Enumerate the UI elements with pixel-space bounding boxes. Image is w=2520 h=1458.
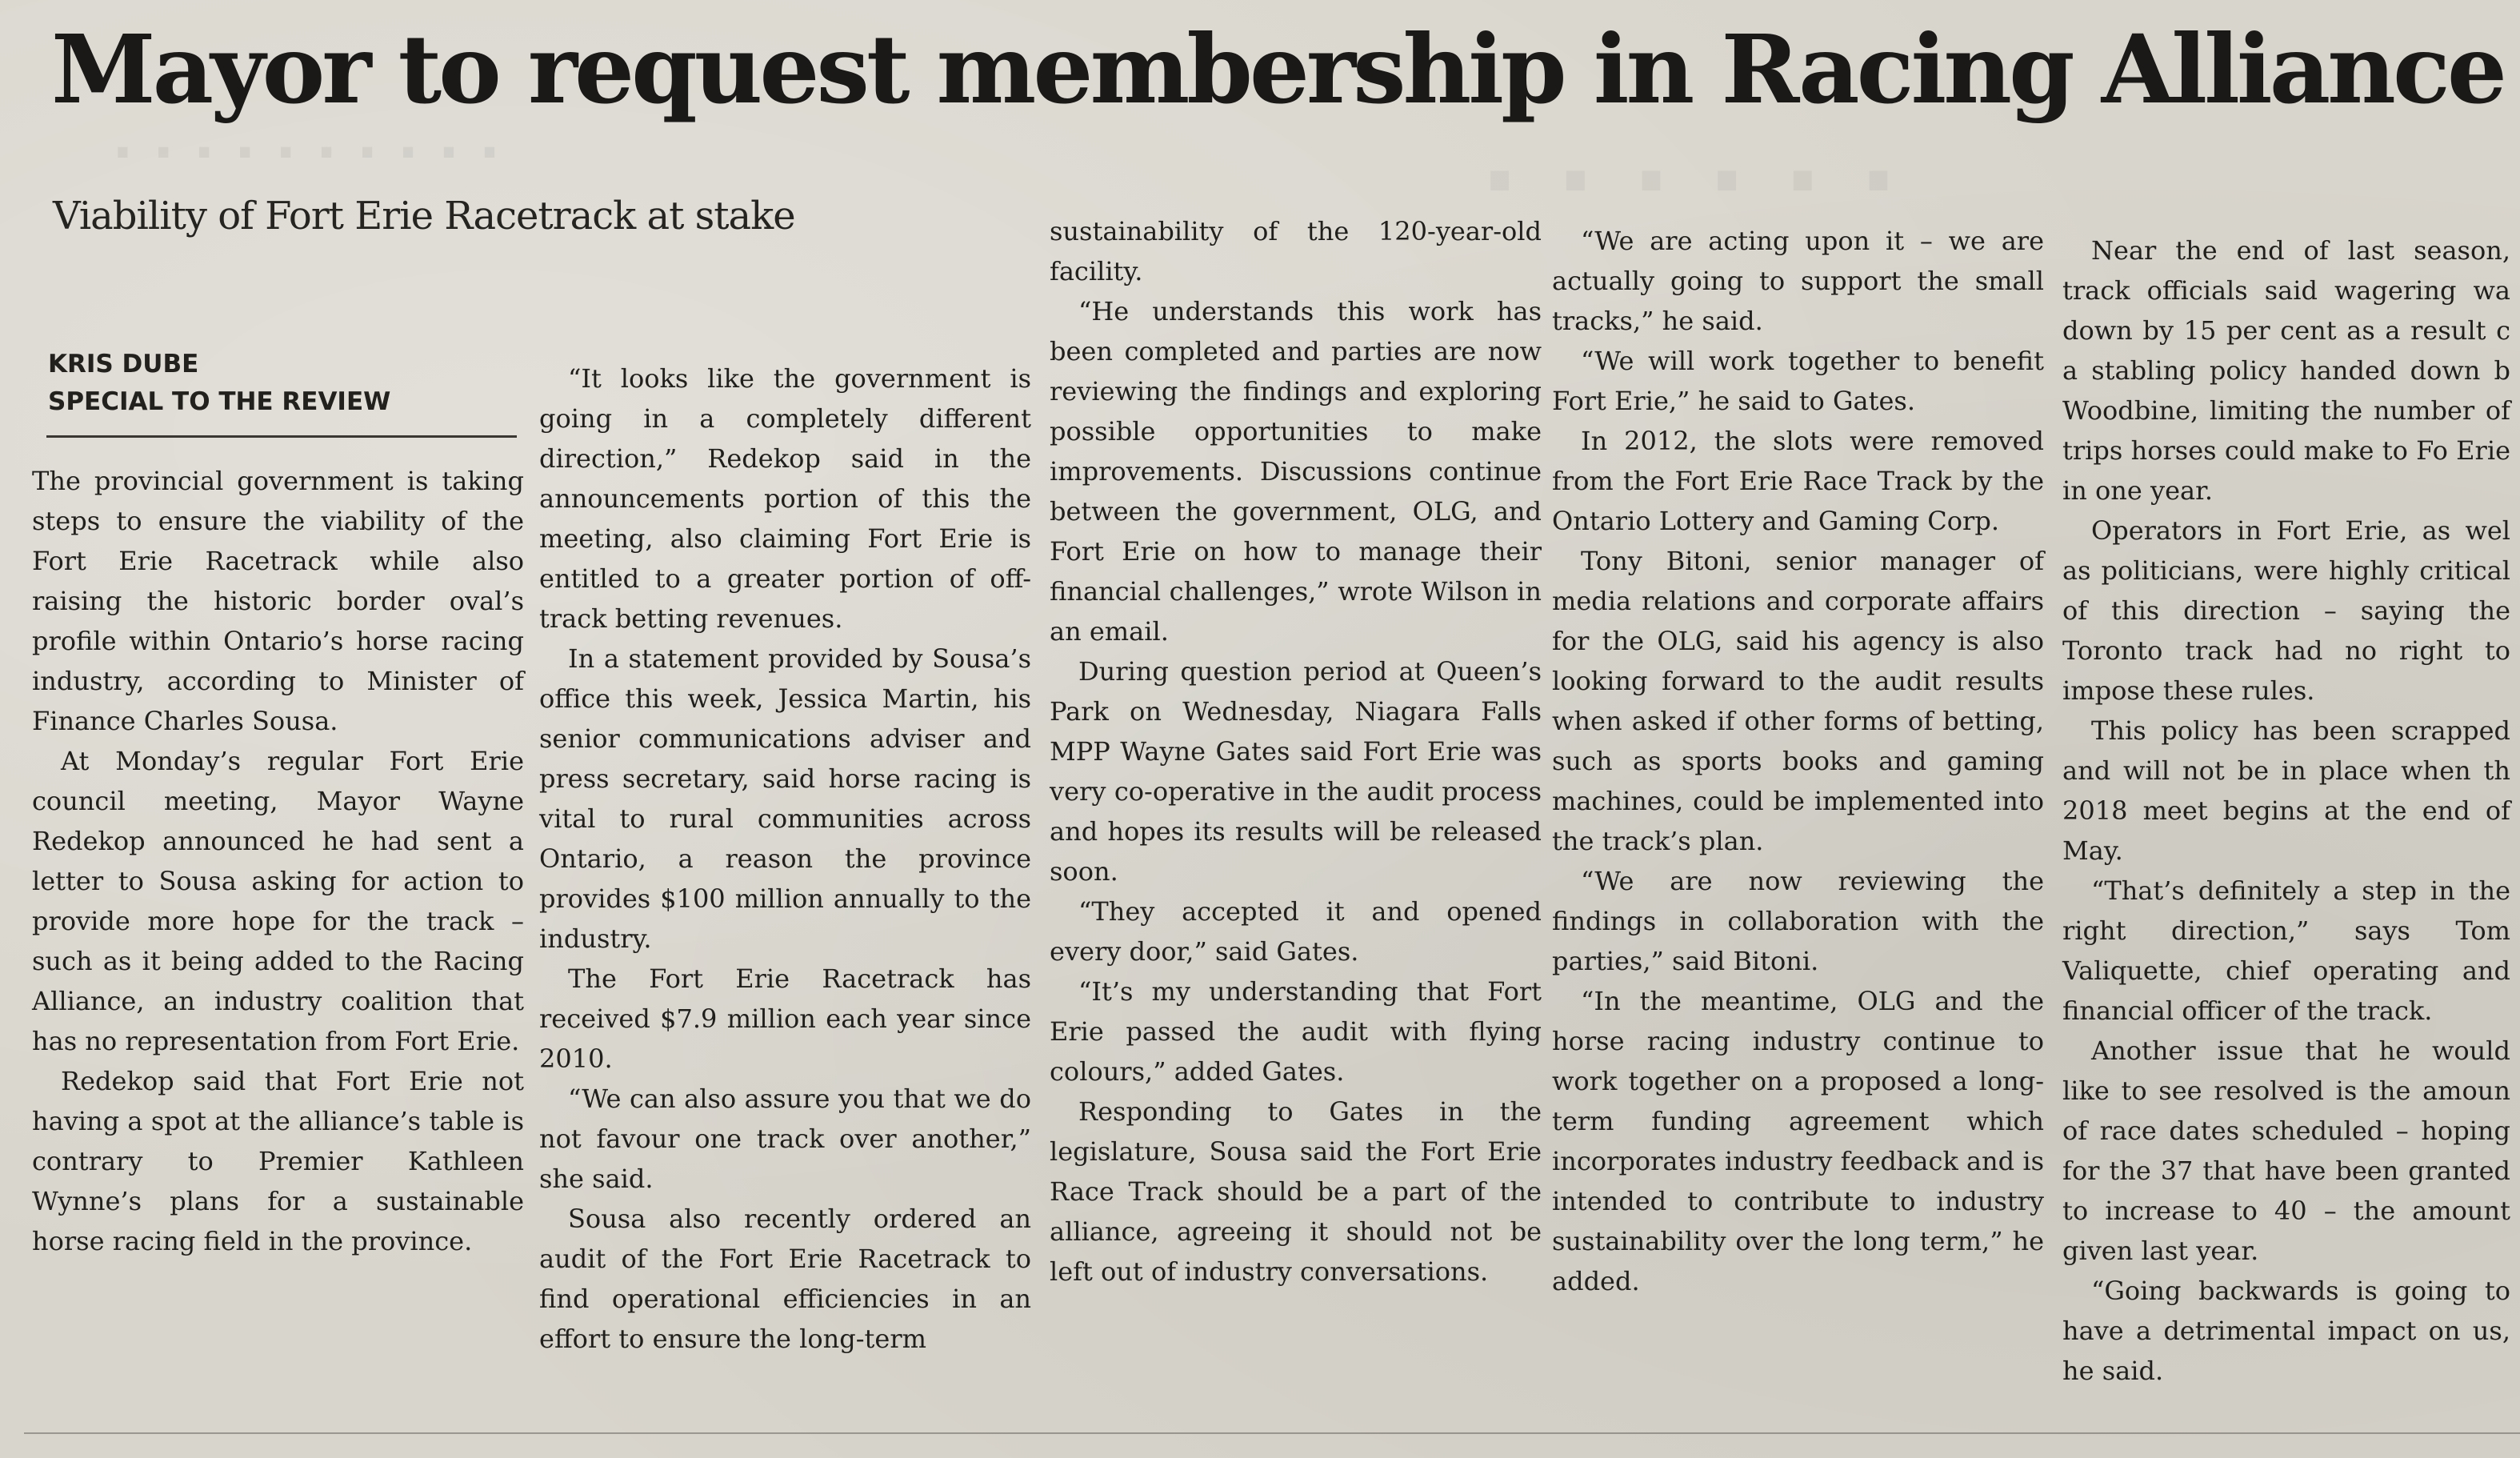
paragraph: “That’s definitely a step in the right direction,” says Tom Valiquette, chief operating and financial officer of the track.	[2062, 875, 2510, 1026]
paragraph: Sousa also recently ordered an audit of the Fort Erie Racetrack to find operational efficiencies in an effort to ensure the long-term	[539, 1204, 1031, 1354]
byline-credit: SPECIAL TO THE REVIEW	[48, 387, 391, 416]
paragraph: “We are now reviewing the findings in collaboration with the parties,” said Bitoni.	[1552, 866, 2044, 976]
paragraph: “It looks like the government is going in a completely different direction,” Redekop said in the announcements portion of this the meeting, also claiming Fort Erie is entitled to a greater portion of off-track betting revenues.	[539, 363, 1031, 634]
byline-author: KRIS DUBE	[48, 350, 199, 379]
article-column-1	[32, 461, 524, 1261]
paragraph: “He understands this work has been completed and parties are now reviewing the findings and exploring possible opportunities to make improvements. Discussions continue between the government, OLG, and Fort Erie on how to manage their financial challenges,” wrote Wilson in an email.	[1050, 296, 1542, 647]
paragraph: Operators in Fort Erie, as wel as politicians, were highly critical of this direction – saying the Toronto track had no right to impose these rules.	[2062, 515, 2510, 706]
paragraph: Redekop said that Fort Erie not having a spot at the alliance’s table is contrary to Premier Kathleen Wynne’s plans for a sustainable horse racing field in the province.	[32, 1066, 524, 1256]
article-column-4	[1552, 221, 2044, 1301]
paragraph: Another issue that he would like to see resolved is the amoun of race dates scheduled – hoping for the 37 that have been granted to increase to 40 – the amount given last year.	[2062, 1035, 2510, 1266]
paragraph: Tony Bitoni, senior manager of media relations and corporate affairs for the OLG, said his agency is also looking forward to the audit results when asked if other forms of betting, such as sports books and gaming machines, could be implemented into the track’s plan.	[1552, 546, 2044, 856]
paragraph: At Monday’s regular Fort Erie council meeting, Mayor Wayne Redekop announced he had sent a letter to Sousa asking for action to provide more hope for the track – such as it being added to the Racing Alliance, an industry coalition that has no representation from Fort Erie.	[32, 746, 524, 1056]
paragraph: The provincial government is taking steps to ensure the viability of the Fort Erie Racetrack while also raising the historic border oval’s profile within Ontario’s horse racing industry, according to Minister of Finance Charles Sousa.	[32, 466, 524, 736]
paragraph: Responding to Gates in the legislature, Sousa said the Fort Erie Race Track should be a part of the alliance, agreeing it should not be left out of industry conversations.	[1050, 1096, 1542, 1287]
bottom-rule	[24, 1432, 2520, 1434]
paragraph: “It’s my understanding that Fort Erie passed the audit with flying colours,” added Gates.	[1050, 976, 1542, 1087]
paragraph: “We are acting upon it – we are actually going to support the small tracks,” he said.	[1552, 226, 2044, 336]
subheadline: Viability of Fort Erie Racetrack at stake	[53, 194, 795, 238]
paragraph: Near the end of last season, track officials said wagering wa down by 15 per cent as a result c a stabling policy handed down b Woodbine, limiting the number of trips horses could make to Fo Erie in one year.	[2062, 235, 2510, 506]
paragraph: sustainability of the 120-year-old facility.	[1050, 216, 1542, 286]
paragraph: This policy has been scrapped and will not be in place when th 2018 meet begins at the end of May.	[2062, 715, 2510, 866]
paragraph: “Going backwards is going to have a detrimental impact on us, he said.	[2062, 1276, 2510, 1386]
paragraph: In 2012, the slots were removed from the Fort Erie Race Track by the Ontario Lottery and Gaming Corp.	[1552, 426, 2044, 536]
byline	[48, 346, 516, 420]
paragraph: “We will work together to benefit Fort Erie,” he said to Gates.	[1552, 346, 2044, 416]
paragraph: “In the meantime, OLG and the horse racing industry continue to work together on a proposed a long-term funding agreement which incorporates industry feedback and is intended to contribute to industry sustainability over the long term,” he added.	[1552, 986, 2044, 1296]
paragraph: “They accepted it and opened every door,” said Gates.	[1050, 896, 1542, 967]
article-column-3	[1050, 211, 1542, 1292]
byline-rule	[46, 435, 517, 438]
article-column-2	[539, 358, 1031, 1359]
paragraph: “We can also assure you that we do not favour one track over another,” she said.	[539, 1083, 1031, 1194]
paragraph: The Fort Erie Racetrack has received $7.9 million each year since 2010.	[539, 963, 1031, 1074]
headline: Mayor to request membership in Racing Alliance	[51, 14, 2504, 125]
paragraph: During question period at Queen’s Park on Wednesday, Niagara Falls MPP Wayne Gates said Fort Erie was very co-operative in the audit process and hopes its results will be released soon.	[1050, 656, 1542, 887]
article-column-5	[2062, 230, 2510, 1391]
paragraph: In a statement provided by Sousa’s office this week, Jessica Martin, his senior communications adviser and press secretary, said horse racing is vital to rural communities across Ontario, a reason the province provides $100 million annually to the industry.	[539, 643, 1031, 954]
